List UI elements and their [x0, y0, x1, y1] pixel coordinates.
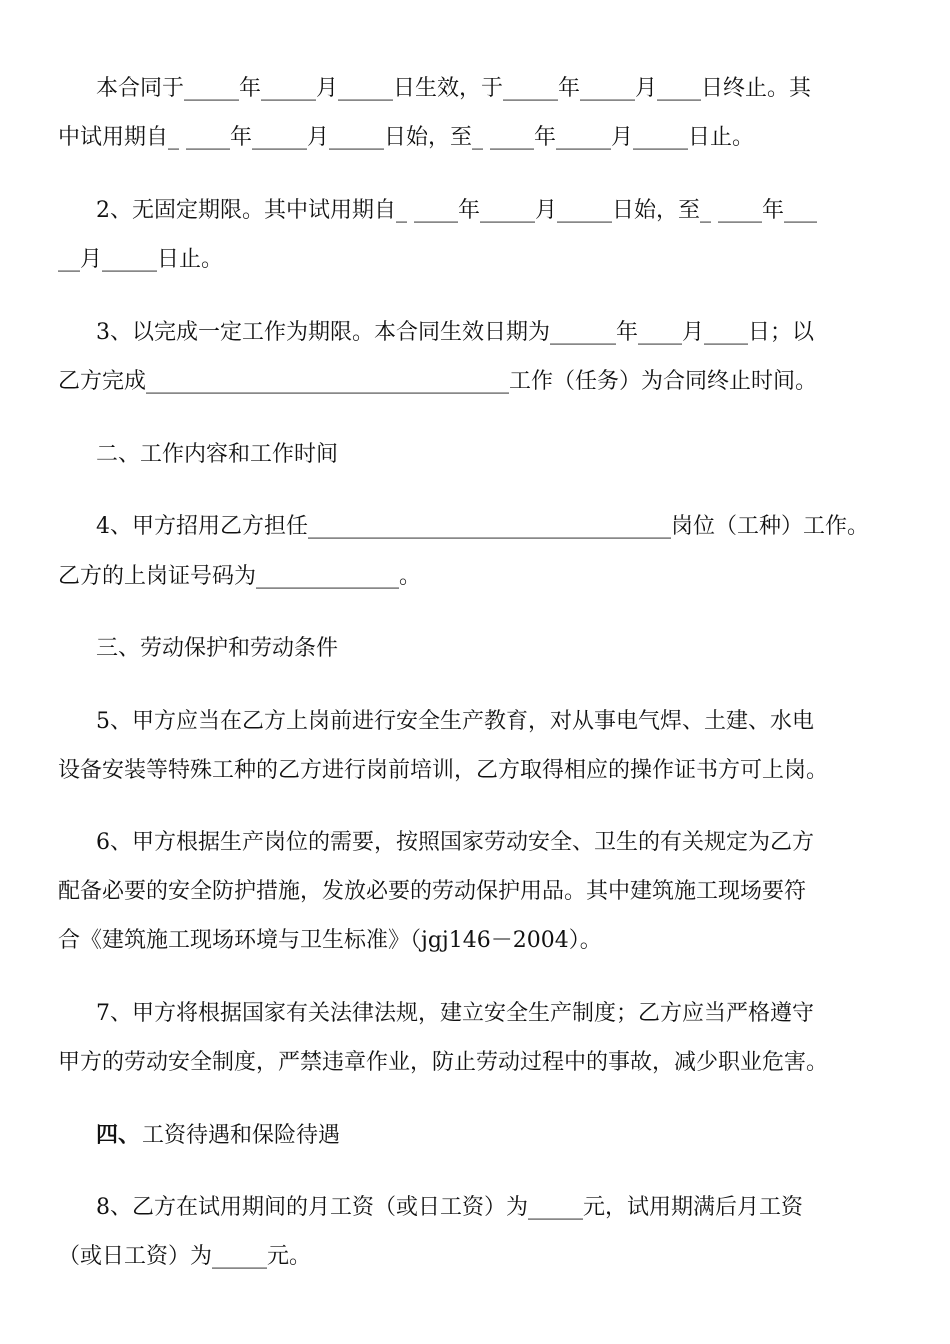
clause-5-line-1: 5、甲方应当在乙方上岗前进行安全生产教育，对从事电气焊、土建、水电 [96, 709, 814, 734]
section-4-heading-number: 四、 [96, 1123, 141, 1148]
clause-7-line-1: 7、甲方将根据国家有关法律法规，建立安全生产制度；乙方应当严格遵守 [96, 1001, 814, 1026]
clause-4-line-2: 乙方的上岗证号码为_____________。 [58, 564, 422, 589]
clause-2-line-2: __月_____日止。 [58, 247, 224, 272]
clause-6-line-3: 合《建筑施工现场环境与卫生标准》（jgj146－2004）。 [58, 928, 602, 953]
clause-8-line-1: 8、乙方在试用期间的月工资（或日工资）为_____元，试用期满后月工资 [96, 1195, 803, 1220]
clause-7-line-2: 甲方的劳动安全制度，严禁违章作业，防止劳动过程中的事故，减少职业危害。 [58, 1050, 829, 1075]
clause-4-line-1: 4、甲方招用乙方担任_________________________________岗位（工种）工作。 [96, 514, 869, 539]
paragraph-effective-line-1: 本合同于_____年_____月_____日生效，于_____年_____月____日终止。其 [96, 76, 812, 101]
clause-2-line-1: 2、无固定期限。其中试用期自_ ____年_____月_____日始，至_ ____年___ [96, 198, 817, 223]
paragraph-effective-line-2: 中试用期自_ ____年_____月_____日始，至_ ____年_____月_____日止。 [58, 125, 754, 150]
section-2-heading: 二、工作内容和工作时间 [96, 442, 339, 467]
clause-3-line-2: 乙方完成_________________________________工作（任务）为合同终止时间。 [58, 369, 818, 394]
clause-3-line-1: 3、以完成一定工作为期限。本合同生效日期为______年____月____日；以 [96, 320, 814, 345]
section-4-heading-title: 工资待遇和保险待遇 [142, 1123, 341, 1148]
clause-8-line-2: （或日工资）为_____元。 [58, 1244, 312, 1269]
clause-6-line-2: 配备必要的安全防护措施，发放必要的劳动保护用品。其中建筑施工现场要符 [58, 879, 807, 904]
section-3-heading: 三、劳动保护和劳动条件 [96, 636, 339, 661]
clause-6-line-1: 6、甲方根据生产岗位的需要，按照国家劳动安全、卫生的有关规定为乙方 [96, 830, 814, 855]
clause-5-line-2: 设备安装等特殊工种的乙方进行岗前培训，乙方取得相应的操作证书方可上岗。 [58, 758, 829, 783]
